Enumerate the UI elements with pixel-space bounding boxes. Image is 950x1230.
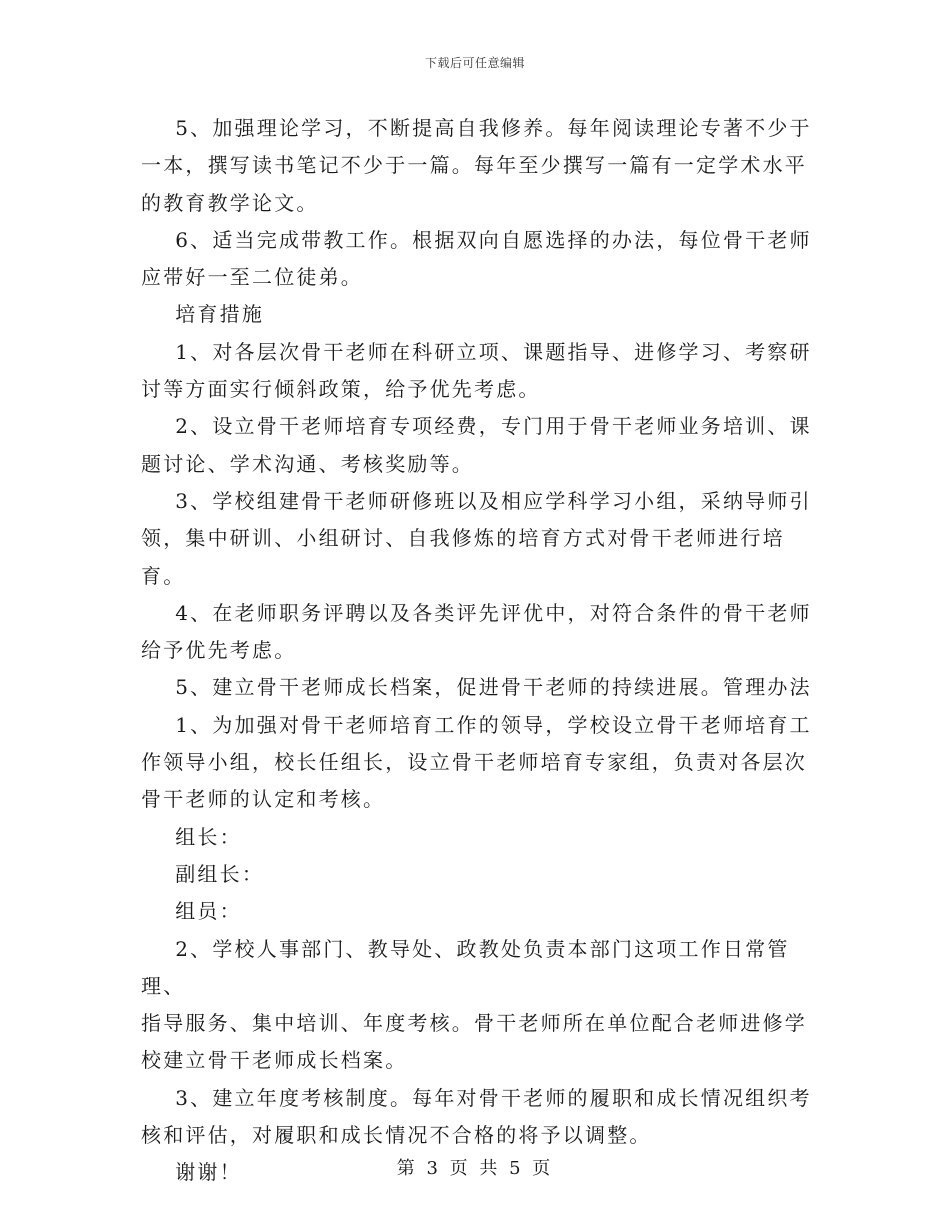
text-line: 领，集中研训、小组研讨、自我修炼的培育方式对骨干老师进行培育。 [141, 526, 785, 588]
text-line: 题讨论、学术沟通、考核奖励等。 [141, 451, 474, 476]
text-line: 5、加强理论学习，不断提高自我修养。每年阅读理论专著不少于 [141, 116, 812, 140]
text-line: 一本，撰写读书笔记不少于一篇。每年至少撰写一篇有一定学术水平 [141, 153, 807, 178]
text-line: 作领导小组，校长任组长，设立骨干老师培育专家组，负责对各层次 [141, 750, 807, 775]
text-line: 5、建立骨干老师成长档案，促进骨干老师的持续进展。管理办法 [141, 675, 812, 700]
text-line: 组员： [141, 899, 242, 924]
text-line: 骨干老师的认定和考核。 [141, 787, 386, 812]
text-line: 谢谢！ [141, 1160, 242, 1185]
page-number-indicator: 第 3 页 共 5 页 [396, 1158, 554, 1179]
text-line: 组长： [141, 824, 242, 849]
text-line: 4、在老师职务评聘以及各类评先评优中，对符合条件的骨干老师 [141, 600, 812, 625]
text-line: 1、为加强对骨干老师培育工作的领导，学校设立骨干老师培育工 [141, 712, 812, 737]
text-line: 2、学校人事部门、教导处、政教处负责本部门这项工作日常管理、 [141, 936, 790, 998]
text-line: 6、适当完成带教工作。根据双向自愿选择的办法，每位骨干老师 [141, 227, 812, 252]
text-line: 校建立骨干老师成长档案。 [141, 1048, 408, 1073]
text-line: 2、设立骨干老师培育专项经费，专门用于骨干老师业务培训、课 [141, 414, 812, 439]
text-line: 给予优先考虑。 [141, 638, 297, 663]
text-line: 3、建立年度考核制度。每年对骨干老师的履职和成长情况组织考 [141, 1085, 812, 1110]
text-line: 指导服务、集中培训、年度考核。骨干老师所在单位配合老师进修学 [141, 1011, 807, 1036]
text-line: 的教育教学论文。 [141, 190, 319, 215]
text-line: 3、学校组建骨干老师研修班以及相应学科学习小组，采纳导师引 [141, 488, 812, 513]
text-line: 1、对各层次骨干老师在科研立项、课题指导、进修学习、考察研 [141, 339, 812, 364]
text-line: 应带好一至二位徒弟。 [141, 265, 363, 290]
text-line: 核和评估，对履职和成长情况不合格的将予以调整。 [141, 1123, 652, 1148]
document-body [141, 110, 821, 1192]
text-line: 讨等方面实行倾斜政策，给予优先考虑。 [141, 377, 541, 402]
page-header-note: 下载后可任意编辑 [424, 56, 525, 70]
text-line: 副组长： [141, 861, 265, 886]
section-heading: 培育措施 [141, 302, 265, 327]
